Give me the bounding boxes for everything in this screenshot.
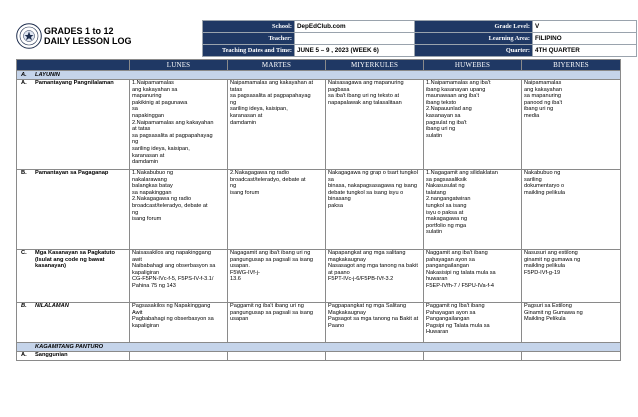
table-cell: 1.Nagagamit ang silidaklatan sa pagsasaliksik Nakasusulat ng talatang 2.nangangatwiran tungkol sa isang isyu o paksa at makagagawa ng portfolio ng mga sulatin xyxy=(424,170,522,250)
row-title: Pamantayan sa Pagaganap xyxy=(35,170,109,176)
table-cell: Nasusuri ang estilong ginamit ng gumawa ng maikling pelikula F5PD-IVf-g-19 xyxy=(522,250,621,303)
table-cell xyxy=(228,352,326,361)
learning-area-label: Learning Area: xyxy=(415,33,533,45)
table-cell xyxy=(326,352,424,361)
row-letter: A. xyxy=(21,80,27,86)
table-cell: Paggamit ng Iba't ibang Pahayagan ayon sa Pangangailangan Pagsipi ng Talata mula sa Huwaran xyxy=(424,303,522,343)
section-band-kagamitang xyxy=(17,343,621,352)
section-title: KAGAMITANG PANTURO xyxy=(35,344,104,350)
table-cell: Napapangkat ang mga salitang magkakaugnay Nasasagot ang mga tanong na bakit at paano F5PT-IVc-j-6/F5PB-IVf-3.2 xyxy=(326,250,424,303)
row-label xyxy=(17,352,130,361)
teacher-value xyxy=(295,33,415,45)
day-header-row xyxy=(17,60,621,71)
table-cell: Pagpapangkat ng mga Salitang Magkakaugnay Pagsagot sa mga tanong na Bakit at Paano xyxy=(326,303,424,343)
section-label-layunin xyxy=(17,71,621,80)
table-cell: 2.Nakagagawa ng radio broadcast/teleradyo, debate at ng isang forum xyxy=(228,170,326,250)
table-row xyxy=(17,80,621,170)
table-row xyxy=(17,303,621,343)
section-label-kagamitang xyxy=(17,343,621,352)
row-label xyxy=(17,303,130,343)
section-letter: A. xyxy=(21,72,27,78)
table-cell: Naisasagawa ang mapanuring pagbasa sa iba't ibang uri ng teksto at napapalawak ang talasalitaan xyxy=(326,80,424,170)
row-title: Mga Kasanayan sa Pagkatuto (Isulat ang code ng bawat kasanayan) xyxy=(35,250,115,270)
row-title: Pamantayang Pangnilalaman xyxy=(35,80,114,86)
row-letter: B. xyxy=(21,303,27,309)
deped-seal-icon xyxy=(16,23,42,49)
table-cell: Nakabubuo ng sariling dokumentaryo o maikling pelikula xyxy=(522,170,621,250)
table-cell: Pagsuri sa Estilong Ginamit ng Gumawa ng Maikling Pelikula xyxy=(522,303,621,343)
row-letter: A. xyxy=(21,352,27,358)
row-title: Sanggunian xyxy=(35,352,68,358)
teaching-dates-label: Teaching Dates and Time: xyxy=(203,45,295,57)
document-title-line1: GRADES 1 to 12 xyxy=(44,26,114,36)
row-label xyxy=(17,170,130,250)
table-cell xyxy=(424,352,522,361)
row-label xyxy=(17,80,130,170)
header-row-teacher xyxy=(203,33,637,45)
table-cell xyxy=(522,352,621,361)
header-row-school xyxy=(203,21,637,33)
teaching-dates-value: JUNE 5 – 9 , 2023 (WEEK 6) xyxy=(295,45,415,57)
table-cell: Paggamit ng iba't ibang uri ng pangungusap sa pagsali sa isang usapan xyxy=(228,303,326,343)
header-row-dates xyxy=(203,45,637,57)
school-value: DepEdClub.com xyxy=(295,21,415,33)
table-cell: Nakagagawa ng grap o tsart tungkol sa binasa, nakapagsasagawa ng isang debate tungkol sa isang isyu o binasang paksa xyxy=(326,170,424,250)
table-cell: Naipamamalas ang kakayahan sa mapanuring panood ng iba't ibang uri ng media xyxy=(522,80,621,170)
table-row xyxy=(17,250,621,303)
section-title: LAYUNIN xyxy=(35,72,60,78)
table-cell: Nagagamit ang iba't ibang uri ng pangungusap sa pagsali sa isang usapan. F5WG-IVf-j- 13.6 xyxy=(228,250,326,303)
row-title: NILALAMAN xyxy=(35,303,69,309)
grade-level-label: Grade Level: xyxy=(415,21,533,33)
quarter-label: Quarter: xyxy=(415,45,533,57)
table-cell: Naipamamalas ang kakayahan at tatas sa pagsasalita at pagpapahayag ng sariling ideya, kaisipan, karanasan at damdamin xyxy=(228,80,326,170)
table-cell: 1.Nakabubuo ng nakalarawang balangkas batay sa napakinggan 2.Nakagagawa ng radio broadcast/teleradyo, debate at ng isang forum xyxy=(130,170,228,250)
table-cell: 1.Naipamamalas ang kakayahan sa mapanuring pakikinig at pagunawa sa napakinggan 2.Naipamamalas ang kakayahan at tatas sa pagsasalita at pagpapahayag ng sariling ideya, kaisipan, karanasan at damdamin xyxy=(130,80,228,170)
day-header-miyerkules: MIYERKULES xyxy=(326,60,424,71)
learning-area-value: FILIPINO xyxy=(533,33,637,45)
document-title xyxy=(44,26,132,46)
document-title-line2: DAILY LESSON LOG xyxy=(44,36,132,46)
school-label: School: xyxy=(203,21,295,33)
teacher-label: Teacher: xyxy=(203,33,295,45)
table-row xyxy=(17,352,621,361)
day-header-martes: MARTES xyxy=(228,60,326,71)
lesson-log-header xyxy=(16,20,620,58)
table-cell xyxy=(130,352,228,361)
lesson-log-table xyxy=(16,59,621,361)
section-band-layunin xyxy=(17,71,621,80)
row-label xyxy=(17,250,130,303)
row-letter: C. xyxy=(21,250,27,256)
row-letter: B. xyxy=(21,170,27,176)
day-header-lunes: LUNES xyxy=(130,60,228,71)
table-cell: Naggamit ang iba't ibang pahayagan ayon sa pangangailangan Nakasisipi ng talata mula sa huwaran F5EP-IVfh-7 / F5PU-IVa-f-4 xyxy=(424,250,522,303)
day-header-blank xyxy=(17,60,130,71)
quarter-value: 4TH QUARTER xyxy=(533,45,637,57)
day-header-biyernes: BIYERNES xyxy=(522,60,621,71)
table-row xyxy=(17,170,621,250)
grade-level-value: V xyxy=(533,21,637,33)
table-cell: Naisasakilos ang napakinggang awit Naibabahagi ang obserbasyon sa kapaligiran CG-F5PN-IVc-f-5, F5PS-IV-f-3.1/ Pahina 75 ng 143 xyxy=(130,250,228,303)
day-header-huwebes: HUWEBES xyxy=(424,60,522,71)
header-info-table xyxy=(202,20,637,57)
table-cell: 1.Naipamamalas ang iba't ibang kasanayan upang maunawaan ang iba't ibang teksto 2.Napauunlad ang kasanayan sa pagsulat ng iba't ibang uri ng sulatin xyxy=(424,80,522,170)
table-cell: Pagsasakilos ng Napakinggang Awit Pagbabahagi ng obserbasyon sa kapaligiran xyxy=(130,303,228,343)
